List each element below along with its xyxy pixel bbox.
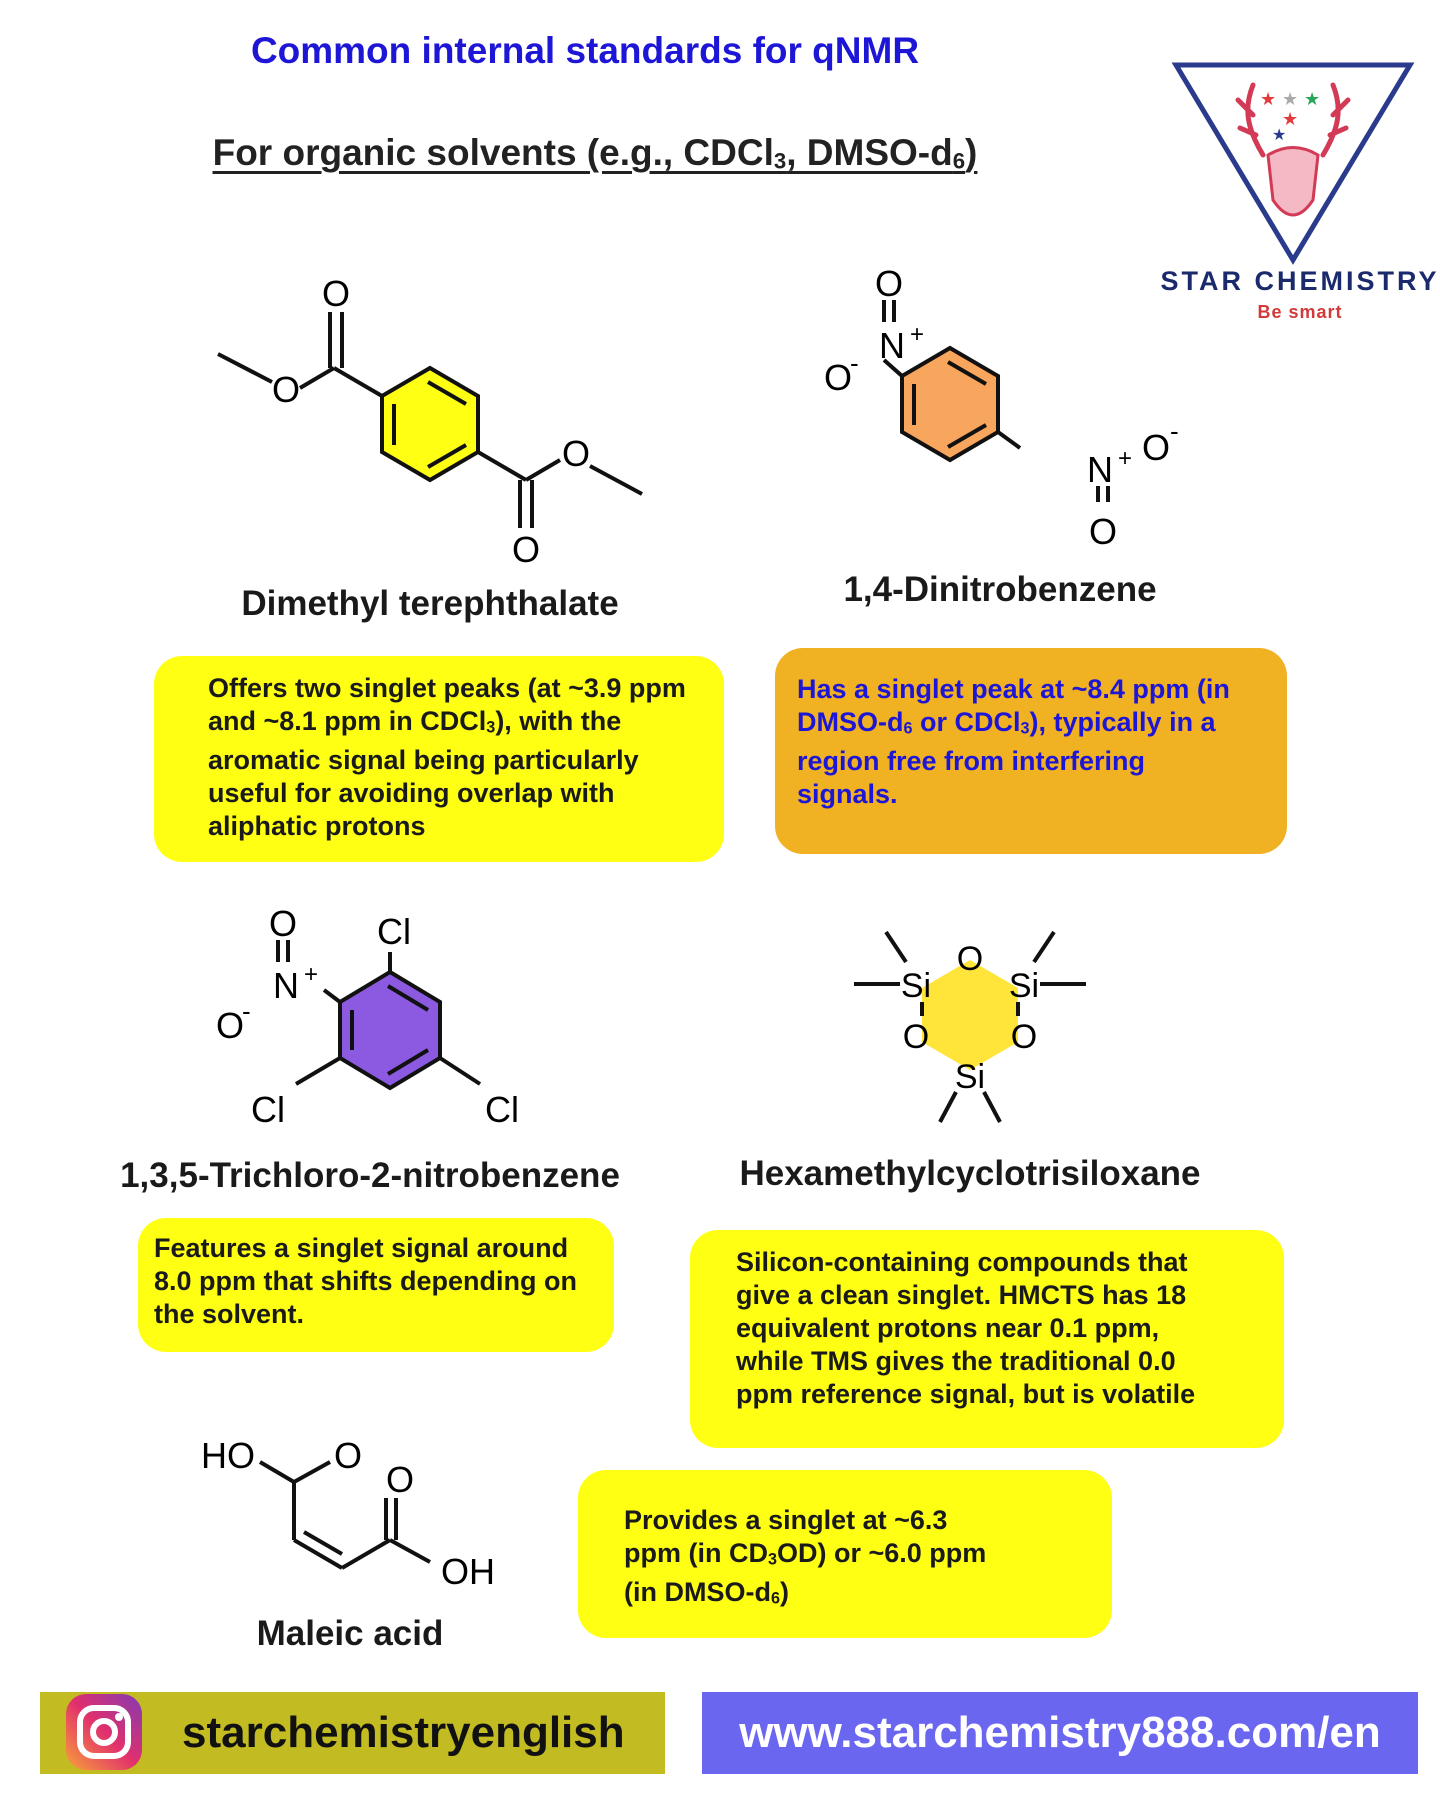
compound-name-dimethyl-terephthalate: Dimethyl terephthalate (241, 584, 619, 623)
svg-text:Cl: Cl (485, 1089, 519, 1130)
description-box-maleic-acid: Provides a singlet at ~6.3 ppm (in $CD_3OD$) or ~6.0 ppm (in DMSO-$d_6$) (578, 1470, 1112, 1638)
maleic-acid-structure (190, 1420, 510, 1615)
svg-text:O: O (823, 357, 853, 398)
svg-text:★: ★ (1282, 109, 1299, 129)
svg-text:★: ★ (1282, 89, 1299, 109)
instagram-handle[interactable]: starchemistryenglish (182, 1708, 625, 1757)
description-box-dinitrobenzene: Has a singlet peak at ~8.4 ppm (in DMSO-$d_6$ or CDCl$_3$), typically in a region free from interfering signals. (775, 648, 1287, 854)
svg-text:+: + (304, 961, 319, 988)
svg-text:-: - (242, 996, 251, 1026)
svg-text:OH: OH (441, 1551, 495, 1592)
svg-text:N: N (273, 965, 299, 1006)
svg-text:N: N (1087, 449, 1113, 490)
dimethyl-terephthalate-structure (200, 270, 680, 575)
page-subtitle: For organic solvents (e.g., CDCl$_3$, DMSO-$d_6$) (212, 132, 978, 174)
compound-name-trichloronitrobenzene: 1,3,5-Trichloro-2-nitrobenzene (120, 1156, 620, 1195)
svg-text:+: + (910, 321, 925, 348)
svg-text:+: + (1118, 445, 1133, 472)
svg-text:Si: Si (954, 1058, 986, 1096)
compound-name-maleic-acid: Maleic acid (256, 1614, 444, 1653)
svg-text:Cl: Cl (377, 911, 411, 952)
description-box-trichloronitrobenzene: Features a singlet signal around 8.0 ppm that shifts depending on the solvent. (138, 1218, 614, 1352)
svg-text:★: ★ (1304, 89, 1321, 109)
svg-text:Si: Si (1008, 967, 1040, 1005)
hexamethylcyclotrisiloxane-structure (840, 920, 1100, 1145)
svg-text:O: O (902, 1018, 930, 1056)
svg-text:HO: HO (201, 1435, 255, 1476)
description-box-dimethyl-terephthalate: Offers two singlet peaks (at ~3.9 ppm and ~8.1 ppm in CDCl$_3$), with the aromatic signal being particularly useful for avoiding overlap with aliphatic protons (154, 656, 724, 862)
brand-name: STAR CHEMISTRY (1160, 266, 1440, 296)
deer-logo-icon (1168, 60, 1418, 270)
trichloronitrobenzene-structure (200, 910, 560, 1145)
compound-name-hexamethylcyclotrisiloxane: Hexamethylcyclotrisiloxane (739, 1154, 1201, 1193)
website-link[interactable]: www.starchemistry888.com/en (739, 1708, 1381, 1757)
svg-text:-: - (850, 348, 859, 378)
svg-text:O: O (1141, 427, 1171, 468)
instagram-icon[interactable] (64, 1692, 144, 1772)
svg-text:O: O (333, 1435, 363, 1476)
svg-text:O: O (956, 940, 984, 978)
svg-text:O: O (321, 273, 351, 314)
svg-text:O: O (1088, 511, 1118, 552)
svg-text:O: O (268, 910, 298, 944)
page-title: Common internal standards for qNMR (250, 30, 920, 71)
description-box-hexamethylcyclotrisiloxane: Silicon-containing compounds that give a clean singlet. HMCTS has 18 equivalent protons near 0.1 ppm, while TMS gives the traditional 0.0 ppm reference signal, but is volatile (690, 1230, 1284, 1448)
svg-text:Cl: Cl (251, 1089, 285, 1130)
svg-text:O: O (874, 263, 904, 304)
svg-text:-: - (1170, 416, 1179, 446)
svg-text:Si: Si (900, 967, 932, 1005)
dinitrobenzene-structure (800, 260, 1200, 565)
svg-text:O: O (561, 433, 591, 474)
svg-text:O: O (1010, 1018, 1038, 1056)
svg-text:O: O (511, 529, 541, 570)
star-chemistry-logo (1168, 60, 1418, 270)
svg-text:O: O (215, 1005, 245, 1046)
svg-text:★: ★ (1260, 89, 1277, 109)
svg-text:★: ★ (1272, 127, 1287, 144)
svg-text:O: O (385, 1459, 415, 1500)
compound-name-dinitrobenzene: 1,4-Dinitrobenzene (843, 570, 1157, 609)
svg-text:O: O (271, 369, 301, 410)
svg-text:N: N (879, 325, 905, 366)
brand-tagline: Be smart (1257, 302, 1343, 322)
